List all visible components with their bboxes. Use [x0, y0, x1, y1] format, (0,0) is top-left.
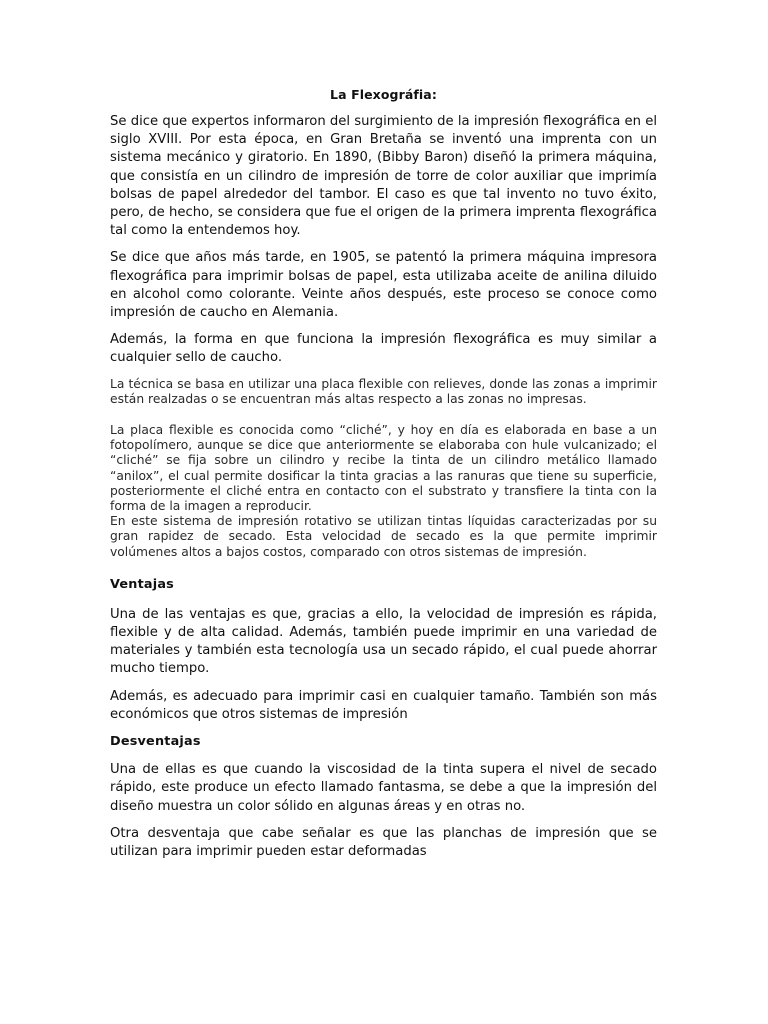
- ventajas-heading: Ventajas: [110, 576, 174, 592]
- technique-paragraph-2: La placa flexible es conocida como “cliché”, y hoy en día es elaborada en base a un fotopolímero, aunque se dice que anteriormente se elaboraba con hule vulcanizado; el “cliché” se fija sobre un cilindro y recibe la tinta de un cilindro metálico llamado “anilox”, el cual permite dosificar la tinta gracias a las ranuras que tiene su superficie, posteriormente el cliché entra en contacto con el substrato y transfiere la tinta con la forma de la imagen a reproducir.: [110, 423, 657, 514]
- document-title: La Flexográfia:: [330, 87, 437, 102]
- document-body: [110, 86, 657, 870]
- desventajas-paragraph-1: Una de ellas es que cuando la viscosidad de la tinta supera el nivel de secado rápido, este produce un efecto llamado fantasma, se debe a que la impresión del diseño muestra un color sólido en algunas áreas y en otras no.: [110, 762, 657, 814]
- intro-paragraph-1: Se dice que expertos informaron del surgimiento de la impresión flexográfica en el siglo XVIII. Por esta época, en Gran Bretaña se inventó una imprenta con un sistema mecánico y giratorio. En 1890, (Bibby Baron) diseñó la primera máquina, que consistía en un cilindro de impresión de torre de color auxiliar que imprimía bolsas de papel alrededor del tambor. El caso es que tal invento no tuvo éxito, pero, de hecho, se considera que fue el origen de la primera imprenta flexográfica tal como la entendemos hoy.: [110, 114, 657, 239]
- desventajas-paragraph-2: Otra desventaja que cabe señalar es que las planchas de impresión que se utilizan para imprimir pueden estar deformadas: [110, 825, 657, 859]
- ventajas-paragraph-1: Una de las ventajas es que, gracias a ello, la velocidad de impresión es rápida, flexible y de alta calidad. Además, también puede imprimir en una variedad de materiales y también esta tecnología usa un secado rápido, el cual puede ahorrar mucho tiempo.: [110, 606, 657, 677]
- intro-paragraph-2: Se dice que años más tarde, en 1905, se patentó la primera máquina impresora flexográfica para imprimir bolsas de papel, esta utilizaba aceite de anilina diluido en alcohol como colorante. Veinte años después, este proceso se conoce como impresión de caucho en Alemania.: [110, 250, 657, 321]
- intro-paragraph-3: Además, la forma en que funciona la impresión flexográfica es muy similar a cualquier sello de caucho.: [110, 332, 657, 366]
- ventajas-paragraph-2: Además, es adecuado para imprimir casi en cualquier tamaño. También son más económicos que otros sistemas de impresión: [110, 688, 657, 722]
- technique-paragraph-1: La técnica se basa en utilizar una placa flexible con relieves, donde las zonas a imprimir están realzadas o se encuentran más altas respecto a las zonas no impresas.: [110, 376, 657, 406]
- technique-paragraph-3: En este sistema de impresión rotativo se utilizan tintas líquidas caracterizadas por su gran rapidez de secado. Esta velocidad de secado es la que permite imprimir volúmenes altos a bajos costos, comparado con otros sistemas de impresión.: [110, 514, 657, 559]
- desventajas-heading: Desventajas: [110, 734, 201, 750]
